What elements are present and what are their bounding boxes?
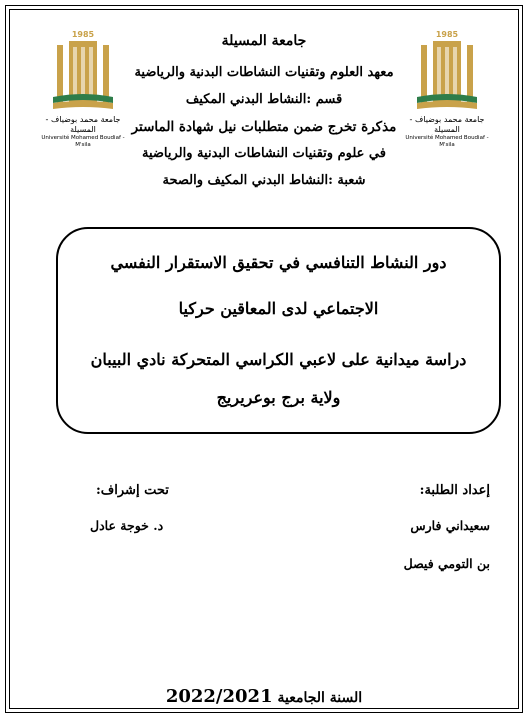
student-name-2: بن التومي فيصل — [403, 556, 490, 571]
memo-type: مذكرة تخرج ضمن متطلبات نيل شهادة الماستر — [131, 119, 397, 135]
title-line-1: دور النشاط التنافسي في تحقيق الاستقرار النفسي — [110, 253, 447, 272]
institute-name: معهد العلوم وتقنيات النشاطات البدنية والرياضية — [134, 65, 394, 80]
university-logo-left — [38, 30, 128, 148]
title-box — [56, 227, 501, 434]
department-name: قسم :النشاط البدني المكيف — [185, 92, 343, 107]
student-name-1: سعيداني فارس — [410, 518, 490, 533]
logo-caption-fr: Université Mohamed Boudiaf - M'sila — [41, 135, 125, 148]
logo-caption-ar: جامعة محمد بوضياف - المسيلة — [45, 115, 121, 134]
supervisor-name: د. خوجة عادل — [90, 518, 164, 533]
supervisor-label: تحت إشراف: — [96, 483, 169, 498]
page-border — [5, 5, 523, 713]
title-line-2: الاجتماعي لدى المعاقين حركيا — [178, 299, 379, 318]
university-logo-right — [402, 30, 492, 148]
academic-year — [165, 686, 363, 707]
specialty-name: شعبة :النشاط البدني المكيف والصحة — [162, 173, 366, 188]
logo-caption-ar: جامعة محمد بوضياف - المسيلة — [409, 115, 485, 134]
academic-year-value: 2022/2021 — [165, 686, 273, 707]
logo-year: 1985 — [435, 30, 459, 39]
university-logo-icon — [53, 39, 113, 111]
logo-year: 1985 — [71, 30, 95, 39]
field-name: في علوم وتقنيات النشاطات البدنية والرياضية — [142, 146, 386, 161]
title-line-4: ولاية برج بوعريريج — [216, 388, 341, 407]
university-name: جامعة المسيلة — [221, 33, 307, 49]
academic-year-label: السنة الجامعية — [277, 690, 363, 706]
logo-caption-fr: Université Mohamed Boudiaf - M'sila — [405, 135, 489, 148]
university-logo-icon — [417, 39, 477, 111]
students-label: إعداد الطلبة: — [419, 483, 490, 498]
title-line-3: دراسة ميدانية على لاعبي الكراسي المتحركة نادي البيبان — [90, 350, 467, 369]
